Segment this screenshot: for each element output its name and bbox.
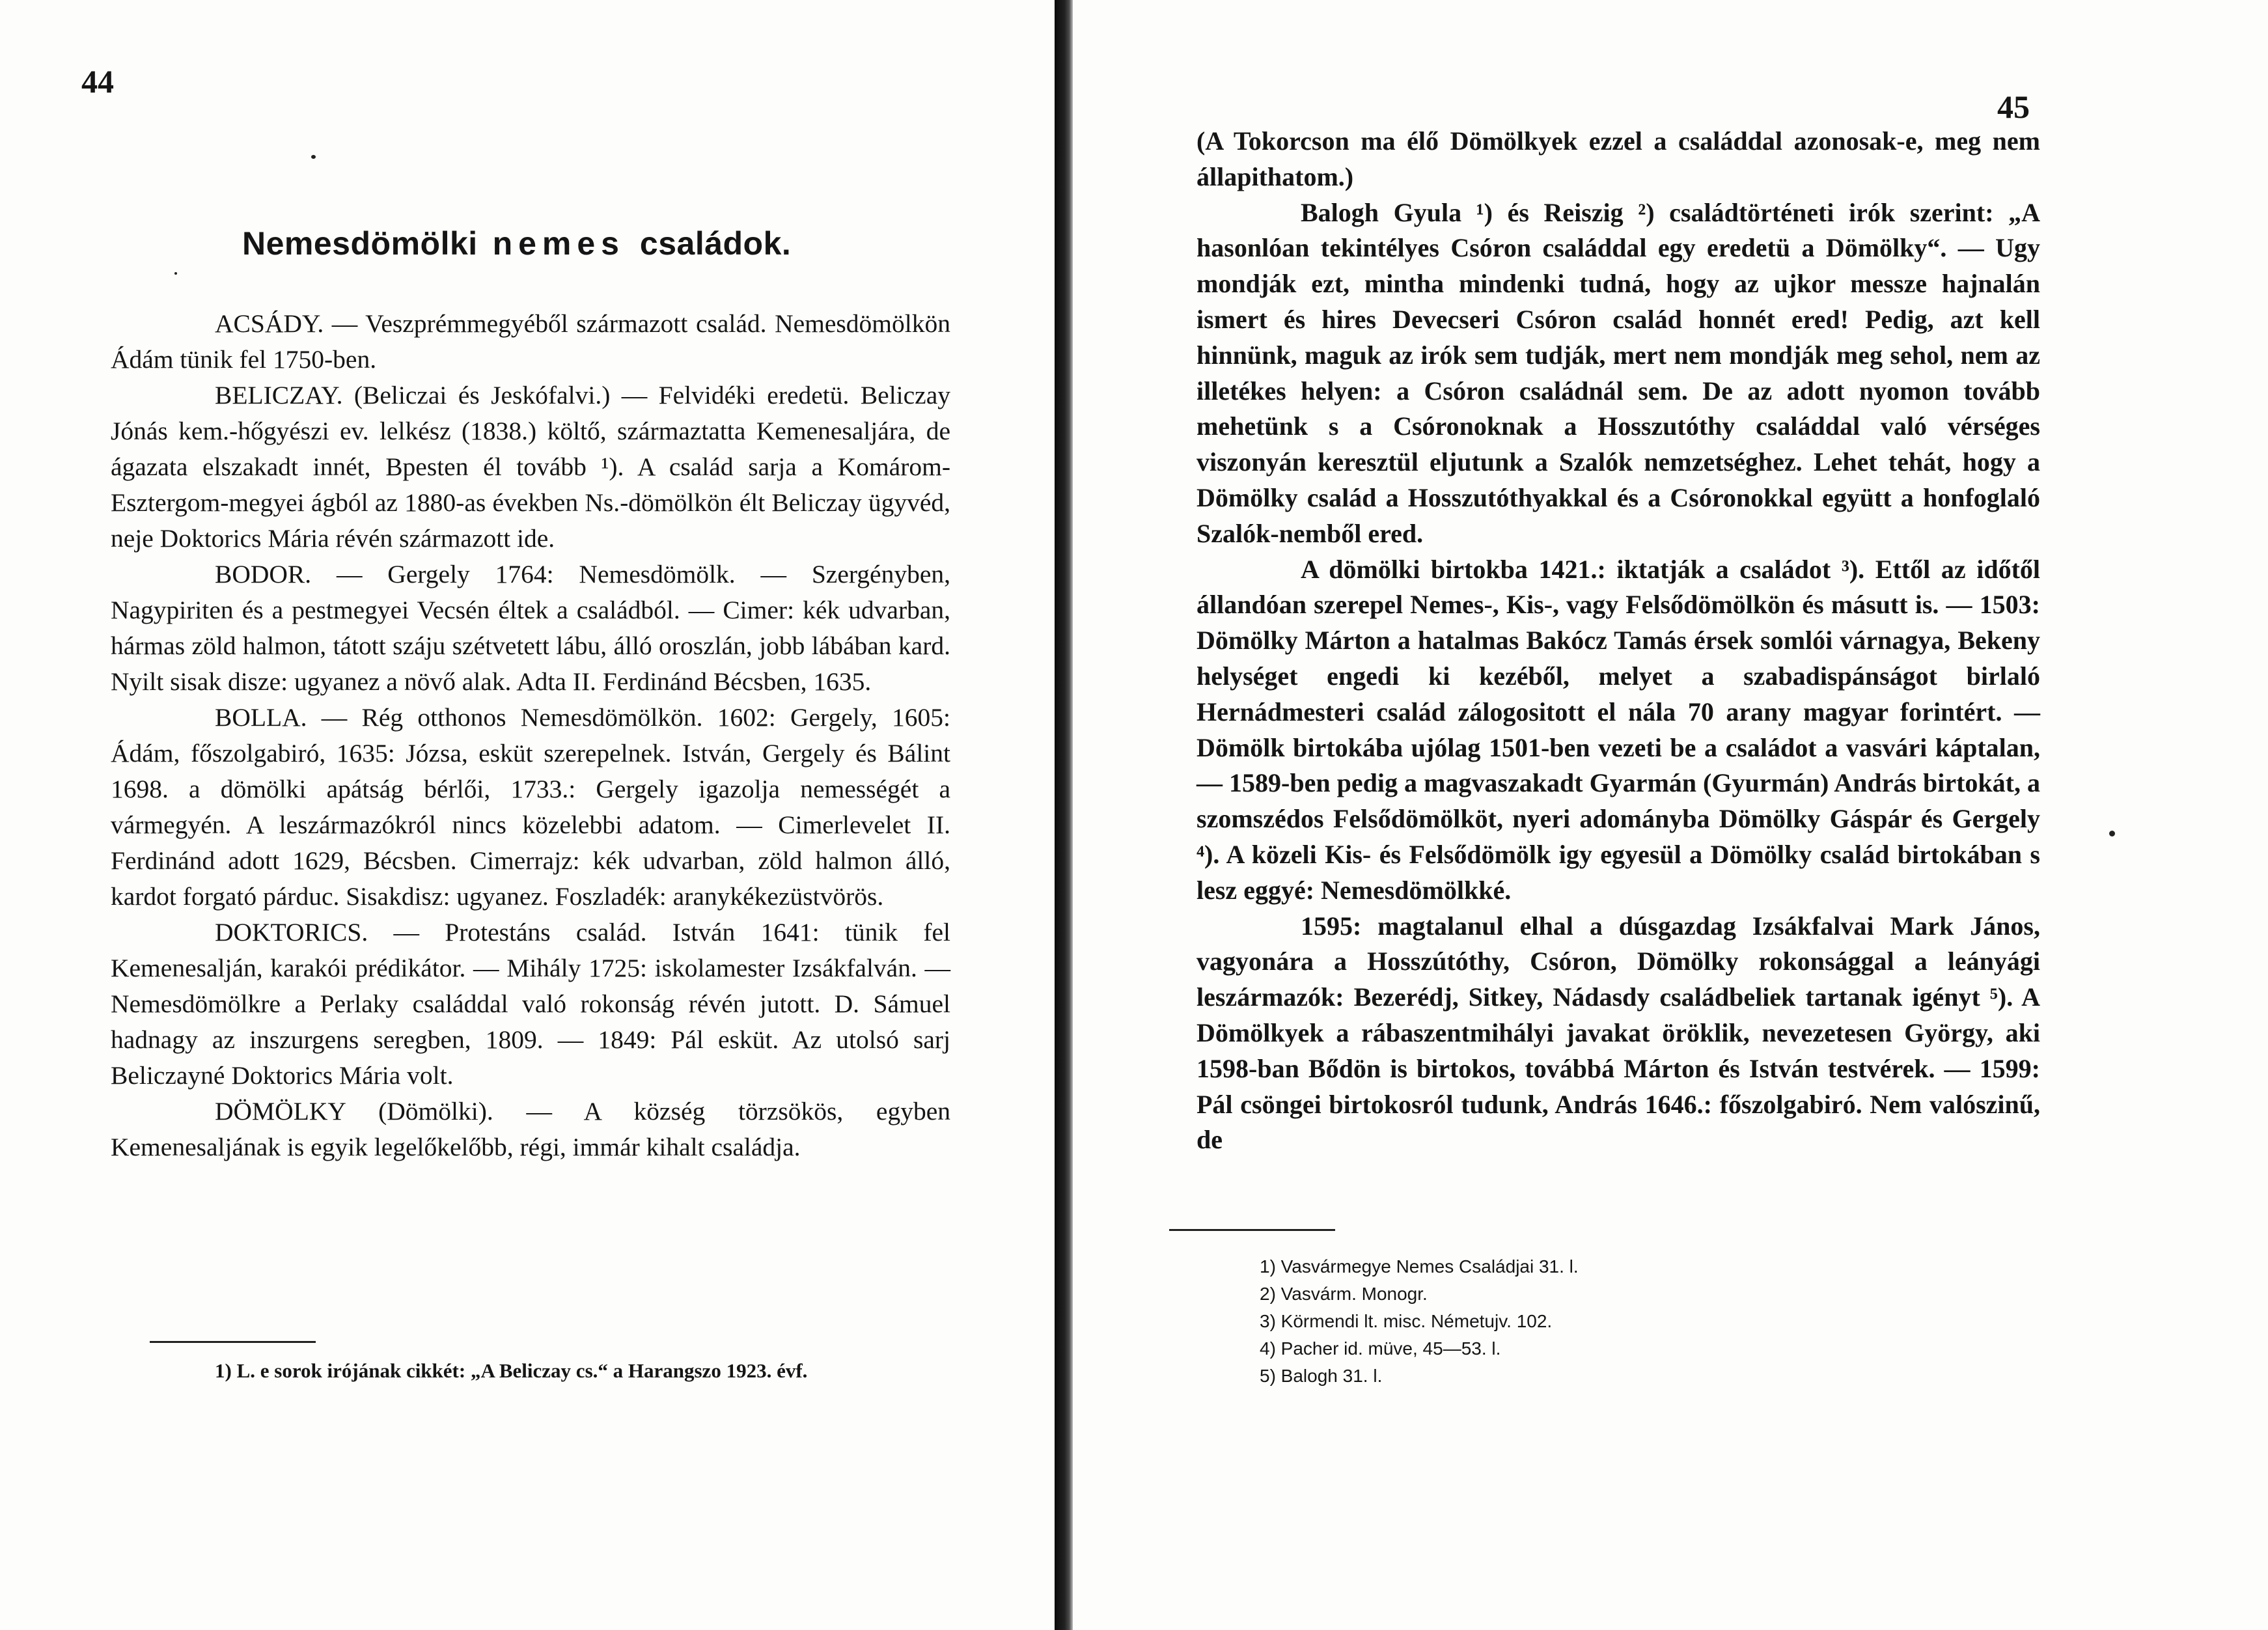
page-number-right: 45 — [1997, 89, 2030, 125]
entry-bolla: BOLLA. — Rég otthonos Nemesdömölkön. 1602: Gergely, 1605: Ádám, főszolgabiró, 1635: Józsa, esküt szerepelnek. István, Gergely és Bálint 1698. a dömölki apátság bérlői, 1733.: Gergely igazolja nemességét a vármegyén. A leszármazókról nincs közelebbi adatom. — Cimerlevelet II. Ferdinánd adott 1629, Bécsben. Cimerrajz: kék udvarban, zöld halmon álló, kardot forgató párduc. Sisakdisz: ugyanez. Foszladék: aranykékezüstvörös. — [111, 703, 950, 911]
entry-bodor: BODOR. — Gergely 1764: Nemesdömölk. — Szergényben, Nagypiriten és a pestmegyei Vecsén éltek a családból. — Cimer: kék udvarban, hármas zöld halmon, tátott száju szétvetett lábu, álló oroszlán, jobb lábában kard. Nyilt sisak disze: ugyanez a növő alak. Adta II. Ferdinánd Bécsben, 1635. — [111, 560, 950, 696]
title-part2: családok. — [639, 225, 792, 262]
right-paragraph-3: A dömölki birtokba 1421.: iktatják a családot ³). Ettől az időtől állandóan szerepel Nemes-, Kis-, vagy Felsődömölkön és másutt is. — 1503: Dömölky Márton a hatalmas Bakócz Tamás érsek somlói várnagya, Bekeny helységet engedi ki kezéből, melyet a szabadispánságot birlaló Hernádmesteri család zálogositott el nála 70 arany magyar forintért. — Dömölk birtokába ujólag 1501-ben vezeti be a családot a vasvári káptalan, — 1589-ben pedig a magvaszakadt Gyarmán (Gyurmán) András birtokát, a szomszédos Felsődömölköt, nyeri adományba Dömölky Gáspár és Gergely ⁴). A közeli Kis- és Felsődömölk igy egyesül a Dömölky család birtokában s lesz eggyé: Nemesdömölkké. — [1196, 554, 2040, 905]
footnote-right-3: 3) Körmendi lt. misc. Németujv. 102. — [1260, 1311, 1553, 1331]
title-spaced-word: nemes — [477, 225, 640, 262]
print-speck — [2109, 831, 2115, 836]
print-speck — [174, 272, 177, 275]
footnote-rule-left — [150, 1341, 316, 1343]
chapter-title — [242, 225, 791, 262]
footnote-right-4: 4) Pacher id. müve, 45—53. l. — [1260, 1338, 1501, 1359]
footnote-right-2: 2) Vasvárm. Monogr. — [1260, 1284, 1428, 1304]
footnote-right-5: 5) Balogh 31. l. — [1260, 1366, 1383, 1386]
page-number-left: 44 — [81, 63, 114, 100]
right-body-text — [1196, 124, 2040, 1158]
right-paragraph-1: (A Tokorcson ma élő Dömölkyek ezzel a családdal azonosak-e, meg nem állapithatom.) — [1196, 126, 2040, 191]
entry-domolky: DÖMÖLKY (Dömölki). — A község törzsökös, egyben Kemenesaljának is egyik legelőkelőbb, régi, immár kihalt családja. — [111, 1097, 950, 1161]
footnote-rule-right — [1169, 1229, 1335, 1231]
footnotes-right — [1260, 1253, 1780, 1390]
print-speck — [311, 155, 316, 159]
footnote-left: 1) L. e sorok irójának cikkét: „A Beliczay cs.“ a Harangszo 1923. évf. — [215, 1359, 808, 1382]
entry-beliczay: BELICZAY. (Beliczai és Jeskófalvi.) — Felvidéki eredetü. Beliczay Jónás kem.-hőgyészi ev. lelkész (1838.) költő, származtatta Kemenesaljára, de ágazata elszakadt innét, Bpesten él tovább ¹). A család sarja a Komárom-Esztergom-megyei ágból az 1880-as években Ns.-dömölkön élt Beliczay ügyvéd, neje Doktorics Mária révén származott ide. — [111, 381, 950, 553]
footnote-right-1: 1) Vasvármegye Nemes Családjai 31. l. — [1260, 1256, 1579, 1277]
entry-doktorics: DOKTORICS. — Protestáns család. István 1641: tünik fel Kemenesalján, karakói prédikátor. — Mihály 1725: iskolamester Izsákfalván. — Nemesdömölkre a Perlaky családdal való rokonság révén jutott. D. Sámuel hadnagy az inszurgens seregben, 1809. — 1849: Pál esküt. Az utolsó sarj Beliczayné Doktorics Mária volt. — [111, 918, 950, 1090]
title-part1: Nemesdömölki — [242, 225, 478, 262]
right-paragraph-2: Balogh Gyula ¹) és Reiszig ²) családtörténeti irók szerint: „A hasonlóan tekintélyes Csóron családdal egy eredetü a Dömölky“. — Ugy mondják ezt, mintha mindenki tudná, hogy az ujkor messze hajnalán ismert és hires Devecseri Csóron család honnét ered! Pedig, azt kell hinnünk, maguk az irók sem tudják, mert nem mondják meg sehol, nem az illetékes helyen: a Csóron családnál sem. De az adott nyomon tovább mehetünk s a Csóronoknak a Hosszutóthy családdal való vérséges viszonyán keresztül eljutunk a Szalók nemzetséghez. Lehet tehát, hogy a Dömölky család a Hosszutóthyakkal és a Csóronokkal együtt a honfoglaló Szalók-nemből ered. — [1196, 197, 2040, 548]
right-paragraph-4: 1595: magtalanul elhal a dúsgazdag Izsákfalvai Mark János, vagyonára a Hosszútóthy, Csóron, Dömölky rokonsággal a leányági leszármazók: Bezerédj, Sitkey, Nádasdy családbeliek tartanak igényt ⁵). A Dömölkyek a rábaszentmihályi javakat öröklik, nevezetesen György, aki 1598-ban Bődön is birtokos, továbbá Márton és István testvérek. — 1599: Pál csöngei birtokosról tudunk, András 1646.: főszolgabiró. Nem valószinű, de — [1196, 911, 2040, 1155]
book-gutter — [1055, 0, 1073, 1630]
left-body-text — [111, 306, 950, 1165]
entry-acsady: ACSÁDY. — Veszprémmegyéből származott család. Nemesdömölkön Ádám tünik fel 1750-ben. — [111, 309, 950, 374]
left-page — [0, 0, 1055, 1630]
